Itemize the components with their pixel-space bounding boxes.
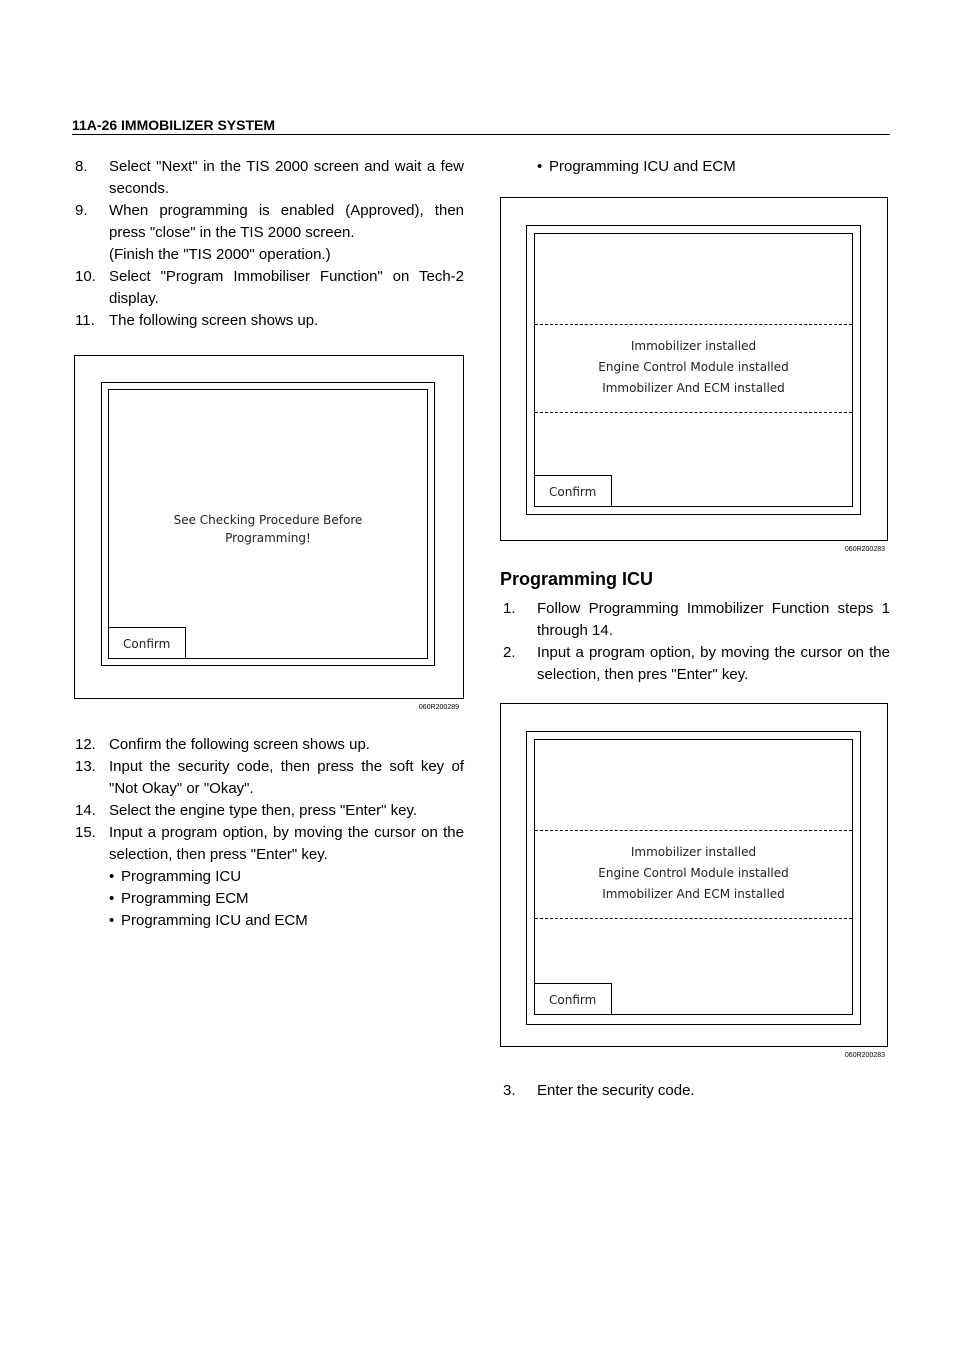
step-number: 10. [75, 268, 96, 285]
step-text: Input the security code, then press the soft key of "Not Okay" or "Okay". [109, 758, 464, 797]
bullet-item [72, 910, 464, 932]
step-number: 3. [503, 1082, 516, 1099]
option-ecm[interactable]: Engine Control Module installed [598, 866, 789, 880]
left-column [72, 156, 464, 332]
step-number: 12. [75, 736, 96, 753]
separator-line [535, 830, 852, 831]
final-step-block [500, 1080, 890, 1102]
bullet-text: Programming ICU and ECM [549, 158, 736, 175]
figure-check-procedure [74, 355, 464, 711]
confirm-softkey[interactable]: Confirm [534, 475, 612, 507]
bullet-text: Programming ICU [121, 868, 242, 885]
step-15 [72, 822, 464, 866]
step-text: When programming is enabled (Approved), then press "close" in the TIS 2000 screen. [109, 202, 464, 241]
figure-id: 060R200283 [844, 1052, 885, 1059]
figure-id: 060R200289 [418, 704, 459, 711]
step-number: 14. [75, 802, 96, 819]
step-text: Select "Program Immobiliser Function" on Tech-2 display. [109, 268, 464, 307]
separator-line [535, 918, 852, 919]
tech2-screen-frame [526, 731, 861, 1025]
step-3 [500, 1080, 890, 1102]
figure-program-options-2 [500, 703, 888, 1059]
step-14 [72, 800, 464, 822]
tech2-screen [534, 233, 853, 507]
step-8 [72, 156, 464, 200]
confirm-softkey[interactable]: Confirm [534, 983, 612, 1015]
step-text: The following screen shows up. [109, 312, 319, 329]
figure-program-options-1 [500, 197, 888, 553]
step-text: Confirm the following screen shows up. [109, 736, 370, 753]
step-2 [500, 642, 890, 686]
separator-line [535, 324, 852, 325]
bullet-icon: • [109, 868, 115, 885]
step-number: 8. [75, 158, 88, 175]
step-number: 15. [75, 824, 96, 841]
step-number: 1. [503, 600, 516, 617]
bullet-text: Programming ECM [121, 890, 249, 907]
step-1 [500, 598, 890, 642]
step-10 [72, 266, 464, 310]
screen-message-line: Programming! [225, 531, 311, 545]
page-header-title: 11A-26 IMMOBILIZER SYSTEM [72, 117, 276, 133]
step-11 [72, 310, 464, 332]
step-text: Enter the security code. [537, 1082, 695, 1099]
bullet-icon: • [109, 890, 115, 907]
bullet-item [72, 866, 464, 888]
option-immobilizer-and-ecm[interactable]: Immobilizer And ECM installed [602, 381, 785, 395]
right-steps [500, 598, 890, 686]
right-column [500, 156, 890, 178]
left-column-lower [72, 734, 464, 932]
bullet-icon: • [537, 158, 543, 175]
step-9 [72, 200, 464, 266]
tech2-screen [534, 739, 853, 1015]
tech2-screen [108, 389, 428, 659]
bullet-item [500, 156, 890, 178]
bullet-icon: • [109, 912, 115, 929]
tech2-screen-frame [101, 382, 435, 666]
separator-line [535, 412, 852, 413]
step-text: Input a program option, by moving the cursor on the selection, then pres "Enter" key. [537, 644, 890, 683]
step-note: (Finish the "TIS 2000" operation.) [109, 246, 331, 263]
step-text: Select "Next" in the TIS 2000 screen and wait a few seconds. [109, 158, 464, 197]
option-list [535, 336, 852, 399]
step-text: Input a program option, by moving the cursor on the selection, then press "Enter" key. [109, 824, 464, 863]
step-text: Select the engine type then, press "Enter" key. [109, 802, 418, 819]
option-ecm[interactable]: Engine Control Module installed [598, 360, 789, 374]
option-immobilizer[interactable]: Immobilizer installed [630, 845, 757, 859]
option-immobilizer[interactable]: Immobilizer installed [630, 339, 757, 353]
step-number: 9. [75, 202, 88, 219]
step-number: 2. [503, 644, 516, 661]
step-12 [72, 734, 464, 756]
bullet-text: Programming ICU and ECM [121, 912, 308, 929]
step-number: 11. [75, 312, 95, 329]
figure-id: 060R200283 [844, 546, 885, 553]
bullet-item [72, 888, 464, 910]
option-immobilizer-and-ecm[interactable]: Immobilizer And ECM installed [602, 887, 785, 901]
step-number: 13. [75, 758, 96, 775]
page-header [72, 118, 890, 135]
tech2-screen-frame [526, 225, 861, 515]
screen-message-line: See Checking Procedure Before [173, 513, 363, 527]
step-text: Follow Programming Immobilizer Function steps 1 through 14. [537, 600, 890, 639]
section-title: Programming ICU [500, 569, 654, 589]
option-list [535, 842, 852, 905]
screen-message [109, 510, 427, 545]
step-13 [72, 756, 464, 800]
confirm-softkey[interactable]: Confirm [108, 627, 186, 659]
